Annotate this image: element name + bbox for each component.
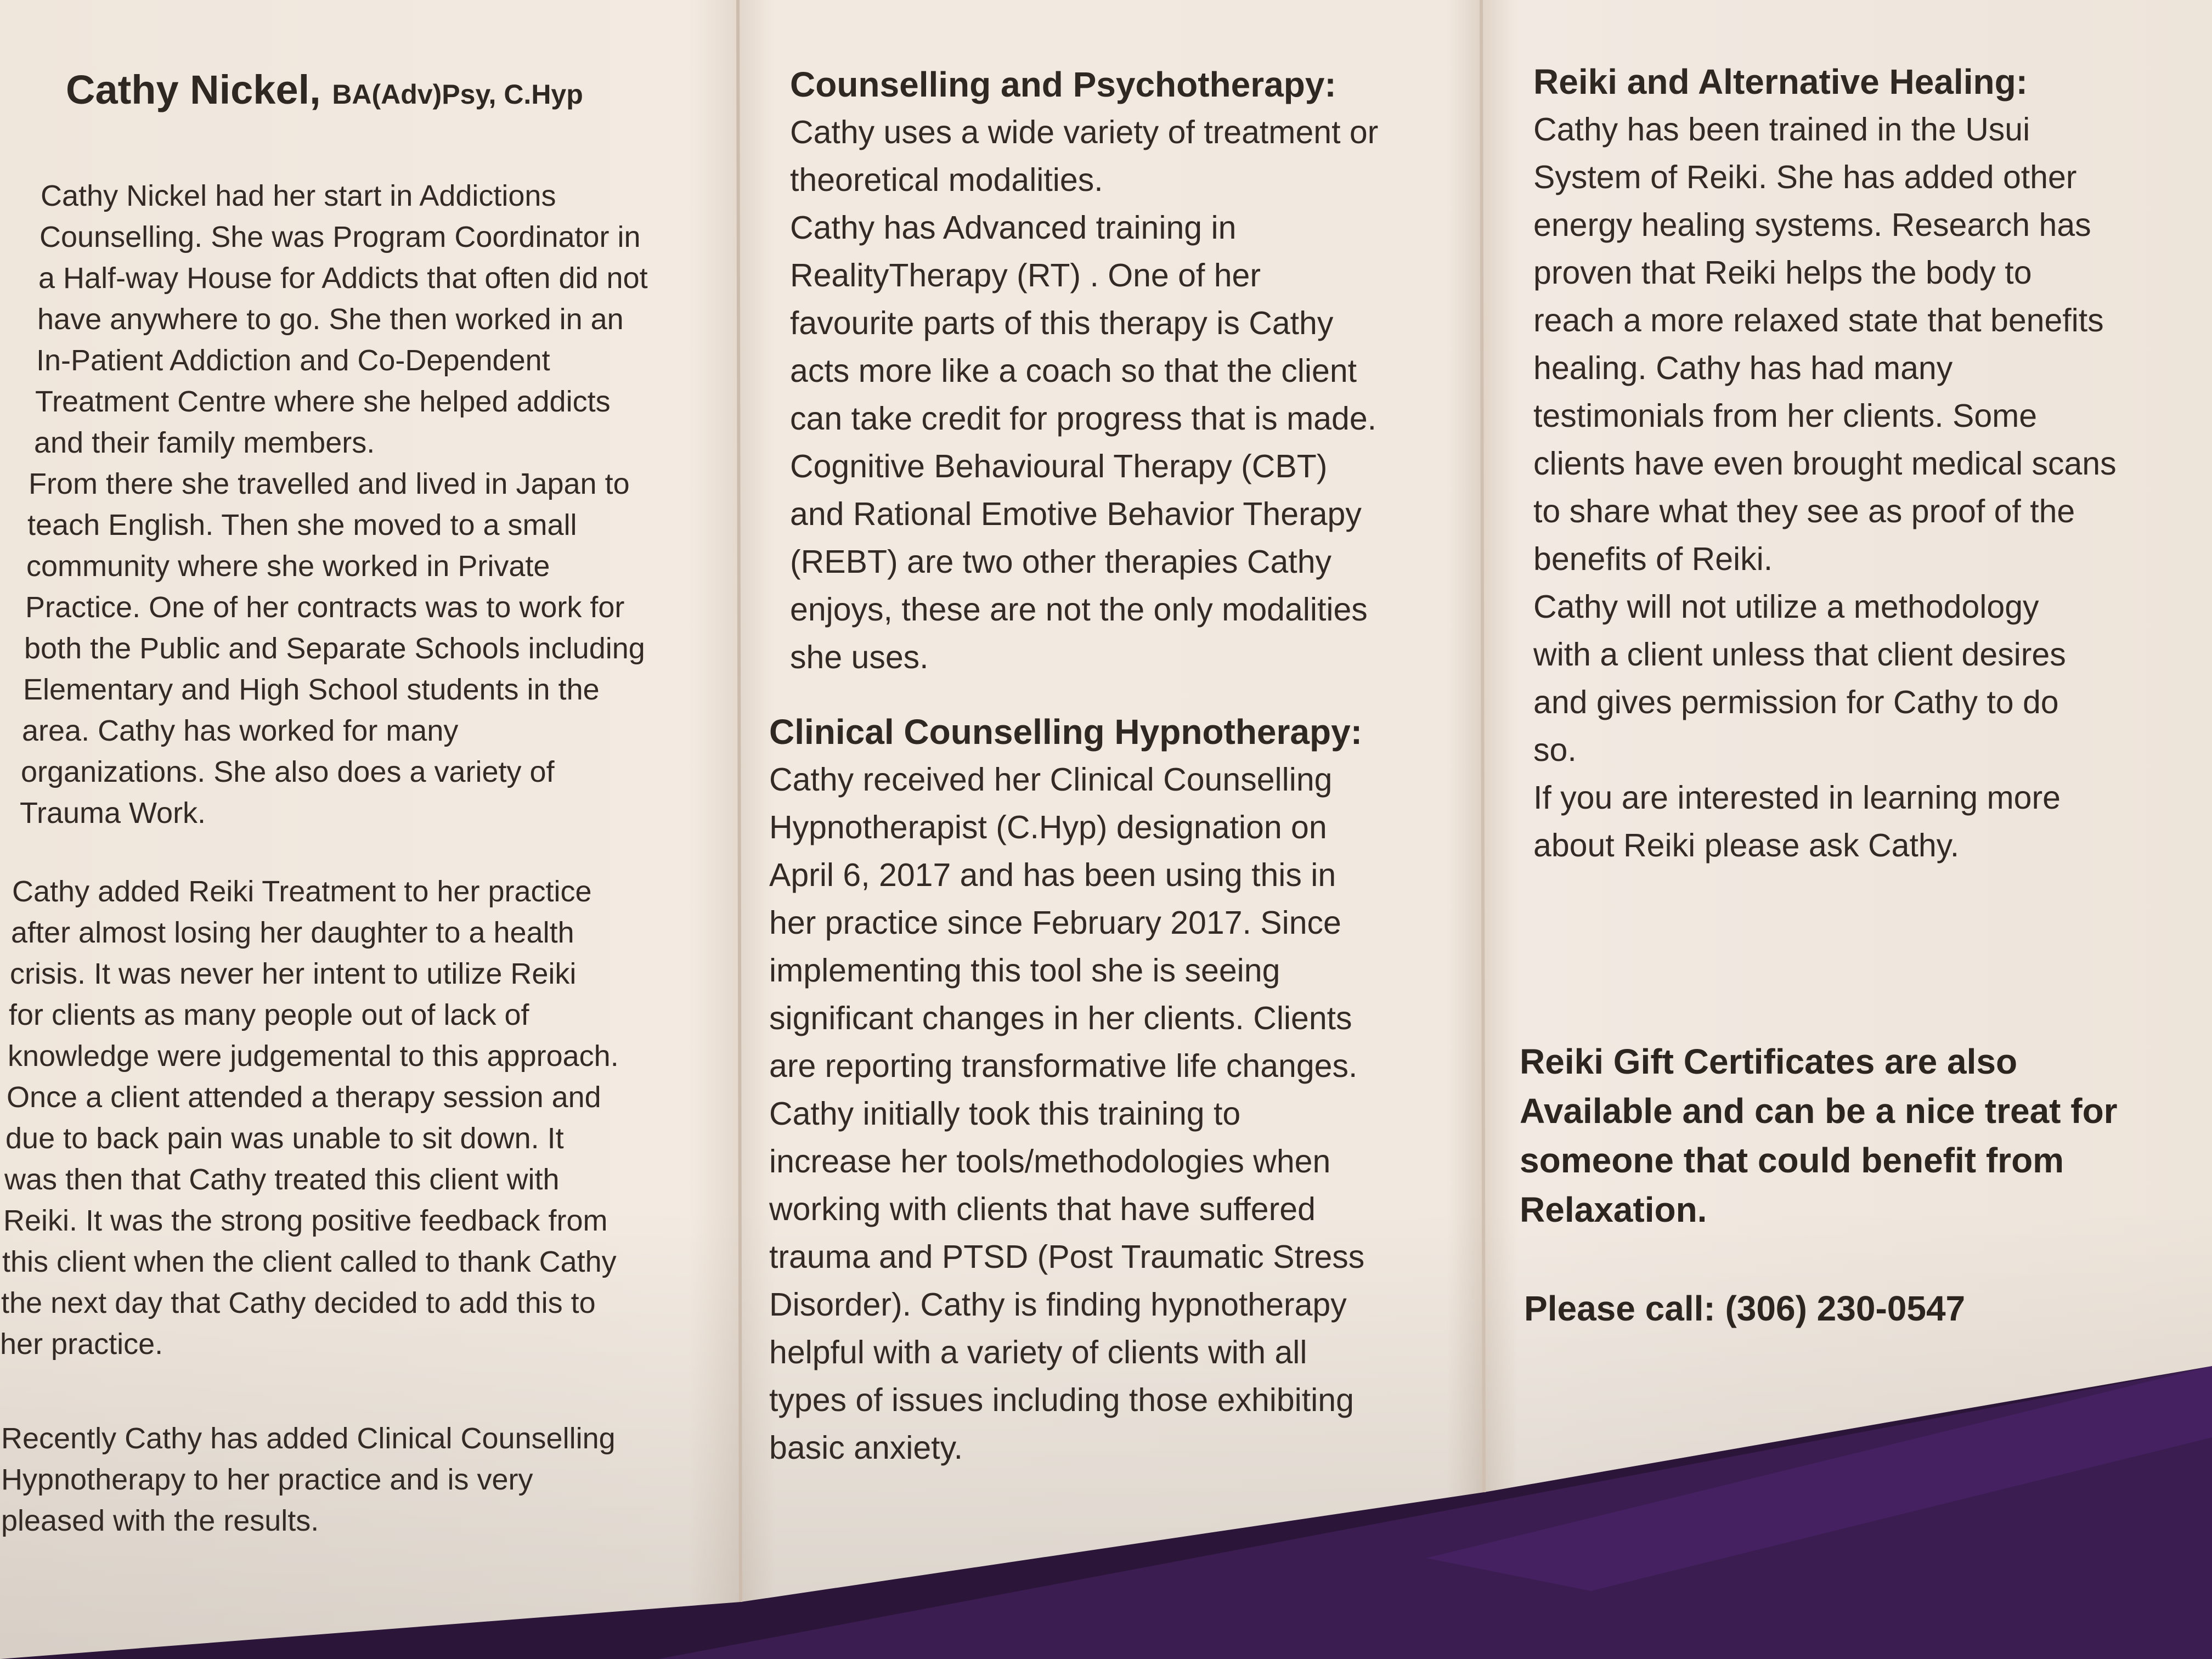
- hypnotherapy-line: working with clients that have suffered: [769, 1191, 1316, 1227]
- bio-paragraph-2: [0, 871, 725, 1365]
- bio-line: both the Public and Separate Schools including: [24, 632, 645, 665]
- bio-line: Practice. One of her contracts was to work for: [25, 591, 625, 624]
- hypnotherapy-line: Hypnotherapist (C.Hyp) designation on: [769, 809, 1327, 845]
- name-heading: [66, 66, 724, 119]
- reiki-line: so.: [1533, 732, 1577, 768]
- hypnotherapy-heading: Clinical Counselling Hypnotherapy:: [769, 712, 1362, 752]
- reiki-line: about Reiki please ask Cathy.: [1533, 827, 1960, 864]
- hypnotherapy-section: [769, 708, 1466, 1472]
- counselling-line: Cognitive Behavioural Therapy (CBT): [790, 448, 1328, 484]
- reiki-section: [1533, 58, 2208, 870]
- bio-line: Counselling. She was Program Coordinator in: [40, 221, 641, 253]
- counselling-line: Cathy has Advanced training in: [790, 210, 1237, 246]
- bio-line: Reiki. It was the strong positive feedback from: [3, 1204, 608, 1237]
- bio-line: organizations. She also does a variety of: [21, 755, 555, 788]
- phone-text: Please call: (306) 230-0547: [1524, 1289, 1966, 1328]
- bio-paragraph-1: [20, 176, 725, 834]
- reiki-line: and gives permission for Cathy to do: [1533, 684, 2059, 720]
- reiki-line: testimonials from her clients. Some: [1533, 398, 2038, 434]
- hypnotherapy-line: types of issues including those exhibiting: [769, 1382, 1354, 1418]
- bio-line: the next day that Cathy decided to add this to: [1, 1286, 596, 1319]
- reiki-heading: Reiki and Alternative Healing:: [1533, 62, 2028, 101]
- hypnotherapy-line: Cathy received her Clinical Counselling: [769, 761, 1333, 798]
- counselling-line: favourite parts of this therapy is Cathy: [790, 305, 1334, 341]
- bio-line: crisis. It was never her intent to utilize Reiki: [10, 957, 577, 990]
- reiki-line: System of Reiki. She has added other: [1533, 159, 2077, 195]
- counselling-line: RealityTherapy (RT) . One of her: [790, 257, 1261, 294]
- bio-line: Treatment Centre where she helped addicts: [35, 385, 611, 418]
- bio-line: teach English. Then she moved to a small: [27, 509, 577, 541]
- reiki-line: Cathy has been trained in the Usui: [1533, 111, 2030, 148]
- bio-line: Recently Cathy has added Clinical Counselling: [1, 1422, 616, 1455]
- reiki-line: energy healing systems. Research has: [1533, 207, 2091, 243]
- bio-line: Trauma Work.: [20, 797, 206, 830]
- reiki-line: to share what they see as proof of the: [1533, 493, 2075, 529]
- hypnotherapy-line: significant changes in her clients. Clients: [769, 1000, 1352, 1036]
- bio-line: Cathy added Reiki Treatment to her practice: [12, 875, 592, 908]
- bio-line: for clients as many people out of lack of: [9, 998, 529, 1031]
- counselling-line: acts more like a coach so that the client: [790, 353, 1357, 389]
- reiki-line: Cathy will not utilize a methodology: [1533, 589, 2039, 625]
- hypnotherapy-line: trauma and PTSD (Post Traumatic Stress: [769, 1239, 1365, 1275]
- gift-line: Available and can be a nice treat for: [1520, 1091, 2118, 1131]
- bio-line: Elementary and High School students in the: [23, 673, 600, 706]
- hypnotherapy-line: are reporting transformative life changes.: [769, 1048, 1358, 1084]
- counselling-line: Cathy uses a wide variety of treatment or: [790, 114, 1379, 150]
- name-text: Cathy Nickel,: [66, 67, 321, 112]
- hypnotherapy-line: implementing this tool she is seeing: [769, 952, 1280, 989]
- counselling-line: can take credit for progress that is made.: [790, 400, 1377, 437]
- reiki-line: proven that Reiki helps the body to: [1533, 255, 2032, 291]
- gift-certificate-note: [1520, 1037, 2205, 1234]
- bio-line: From there she travelled and lived in Japan to: [29, 467, 630, 500]
- reiki-line: benefits of Reiki.: [1533, 541, 1773, 577]
- bio-line: have anywhere to go. She then worked in an: [37, 303, 624, 336]
- bio-line: In-Patient Addiction and Co-Dependent: [36, 344, 550, 377]
- counselling-line: and Rational Emotive Behavior Therapy: [790, 496, 1362, 532]
- reiki-line: If you are interested in learning more: [1533, 780, 2061, 816]
- bio-line: and their family members.: [34, 426, 375, 459]
- bio-line: Hypnotherapy to her practice and is very: [1, 1463, 533, 1496]
- bio-paragraph-3: [1, 1418, 725, 1542]
- hypnotherapy-line: Disorder). Cathy is finding hypnotherapy: [769, 1286, 1347, 1323]
- gift-line: someone that could benefit from: [1520, 1141, 2064, 1180]
- bio-line: her practice.: [0, 1328, 163, 1361]
- reiki-line: healing. Cathy has had many: [1533, 350, 1953, 386]
- bio-line: Once a client attended a therapy session and: [7, 1081, 601, 1114]
- phone-contact: [1524, 1284, 2204, 1333]
- reiki-line: reach a more relaxed state that benefits: [1533, 302, 2104, 338]
- reiki-line: clients have even brought medical scans: [1533, 445, 2117, 482]
- gift-line: Relaxation.: [1520, 1190, 1707, 1229]
- bio-line: due to back pain was unable to sit down. It: [5, 1122, 564, 1155]
- reiki-line: with a client unless that client desires: [1533, 636, 2066, 673]
- hypnotherapy-line: basic anxiety.: [769, 1430, 963, 1466]
- bio-line: Cathy Nickel had her start in Addictions: [41, 179, 556, 212]
- bio-line: area. Cathy has worked for many: [22, 714, 459, 747]
- hypnotherapy-line: Cathy initially took this training to: [769, 1096, 1241, 1132]
- counselling-heading: Counselling and Psychotherapy:: [790, 65, 1336, 104]
- bio-line: a Half-way House for Addicts that often did not: [38, 262, 648, 295]
- credentials-text: BA(Adv)Psy, C.Hyp: [332, 79, 583, 110]
- hypnotherapy-line: helpful with a variety of clients with all: [769, 1334, 1307, 1370]
- counselling-line: enjoys, these are not the only modalities: [790, 591, 1368, 628]
- bio-line: was then that Cathy treated this client with: [4, 1163, 560, 1196]
- hypnotherapy-line: increase her tools/methodologies when: [769, 1143, 1331, 1180]
- counselling-section: [790, 60, 1470, 681]
- hypnotherapy-line: April 6, 2017 and has been using this in: [769, 857, 1336, 893]
- bio-line: community where she worked in Private: [26, 550, 550, 583]
- bio-line: pleased with the results.: [1, 1504, 319, 1537]
- bio-line: this client when the client called to thank Cathy: [2, 1245, 617, 1278]
- bio-line: after almost losing her daughter to a health: [11, 916, 574, 949]
- counselling-line: theoretical modalities.: [790, 162, 1103, 198]
- gift-line: Reiki Gift Certificates are also: [1520, 1042, 2018, 1081]
- counselling-line: she uses.: [790, 639, 929, 675]
- hypnotherapy-line: her practice since February 2017. Since: [769, 905, 1341, 941]
- bio-line: knowledge were judgemental to this approach.: [8, 1040, 619, 1073]
- counselling-line: (REBT) are two other therapies Cathy: [790, 544, 1332, 580]
